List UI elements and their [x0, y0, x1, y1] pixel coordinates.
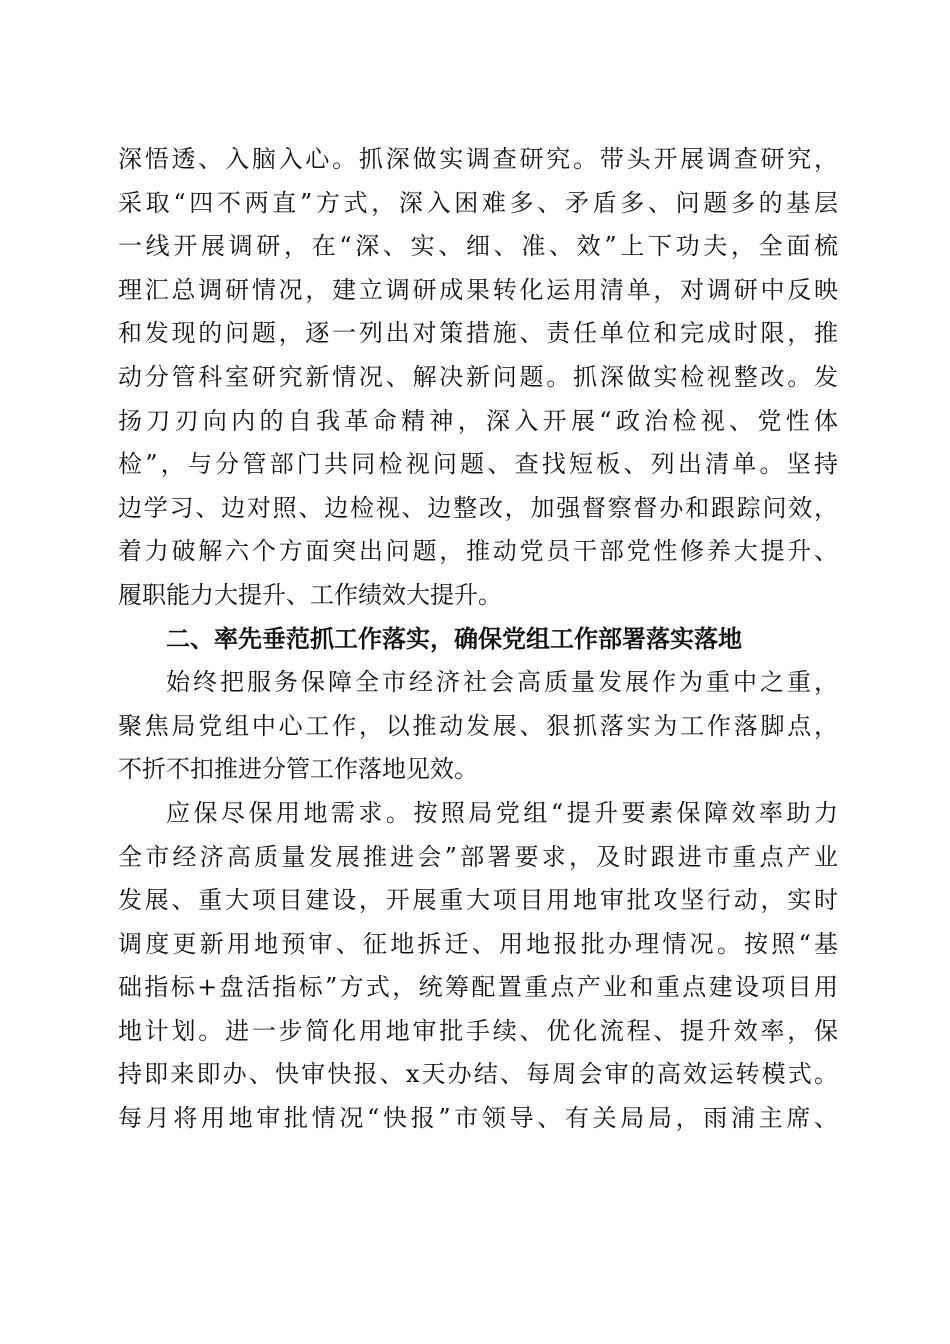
- text-line: 采取“四不两直”方式，深入困难多、矛盾多、问题多的基层: [118, 188, 838, 217]
- paragraph-1: [118, 138, 838, 618]
- text-line: 应保尽保用地需求。按照局党组“提升要素保障效率助力: [166, 798, 838, 827]
- text-line: 调度更新用地预审、征地拆迁、用地报批办理情况。按照“基: [118, 929, 838, 958]
- body-text: [118, 138, 838, 1141]
- text-line: 边学习、边对照、边检视、边整改，加强督察督办和跟踪问效，: [118, 493, 838, 522]
- text-line: 发展、重大项目建设，开展重大项目用地审批攻坚行动，实时: [118, 886, 838, 915]
- text-line: 地计划。进一步简化用地审批手续、优化流程、提升效率，保: [118, 1016, 838, 1045]
- text-line: 检”，与分管部门共同检视问题、查找短板、列出清单。坚持: [118, 450, 838, 479]
- text-line: 每月将用地审批情况“快报”市领导、有关局局，雨浦主席、: [118, 1104, 838, 1133]
- text-line: 扬刀刃向内的自我革命精神，深入开展“政治检视、党性体: [118, 406, 838, 435]
- text-line: 始终把服务保障全市经济社会高质量发展作为重中之重，: [166, 668, 838, 697]
- text-line: 持即来即办、快审快报、x天办结、每周会审的高效运转模式。: [118, 1060, 838, 1089]
- text-line: 全市经济高质量发展推进会”部署要求，及时跟进市重点产业: [118, 842, 838, 871]
- text-line: 动分管科室研究新情况、解决新问题。抓深做实检视整改。发: [118, 362, 838, 391]
- paragraph-3: [118, 792, 838, 1141]
- paragraph-2: [118, 661, 838, 792]
- text-line: 履职能力大提升、工作绩效大提升。: [118, 580, 502, 609]
- text-line: 着力破解六个方面突出问题，推动党员干部党性修养大提升、: [118, 537, 838, 566]
- section-heading: 二、率先垂范抓工作落实，确保党组工作部署落实落地: [166, 624, 742, 653]
- text-line: 一线开展调研，在“深、实、细、准、效”上下功夫，全面梳: [118, 232, 838, 261]
- text-line: 不折不扣推进分管工作落地见效。: [118, 755, 478, 784]
- text-line: 深悟透、入脑入心。抓深做实调查研究。带头开展调查研究，: [118, 145, 838, 173]
- text-line: 聚焦局党组中心工作，以推动发展、狠抓落实为工作落脚点，: [118, 711, 838, 740]
- text-line: 础指标+盘活指标”方式，统筹配置重点产业和重点建设项目用: [118, 973, 838, 1002]
- text-line: 和发现的问题，逐一列出对策措施、责任单位和完成时限，推: [118, 319, 838, 348]
- text-line: 理汇总调研情况，建立调研成果转化运用清单，对调研中反映: [118, 275, 838, 304]
